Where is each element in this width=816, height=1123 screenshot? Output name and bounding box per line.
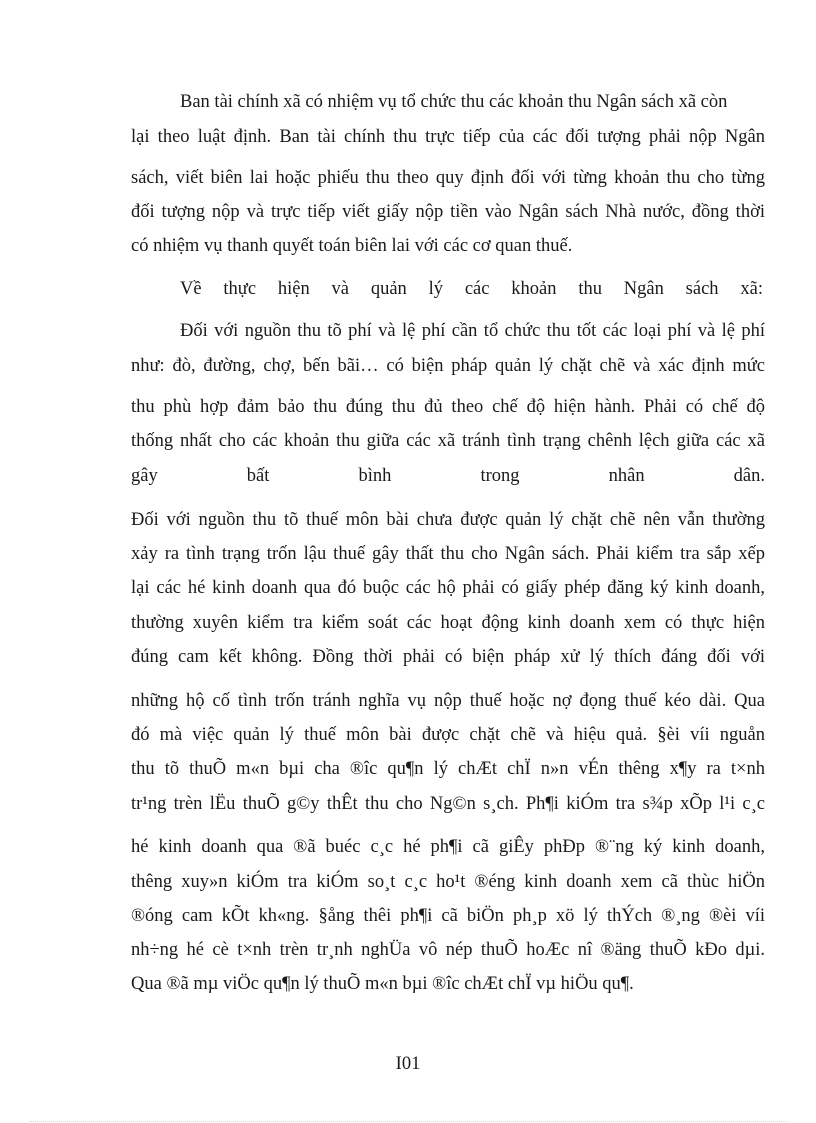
- text-line: những hộ cố tình trốn tránh nghĩa vụ nộp thuế hoặc nợ đọng thuế kéo dài. Qua: [131, 691, 765, 711]
- text-line: có nhiệm vụ thanh quyết toán biên lai với các cơ quan thuế.: [131, 236, 573, 256]
- text-line: đó mà việc quản lý thuế môn bài được chặt chẽ và hiệu quả. §èi víi nguån: [131, 725, 765, 745]
- text-line: thường xuyên kiểm tra kiểm soát các hoạt động kinh doanh xem có thực hiện: [131, 613, 765, 633]
- text-line: Qua ®ã mµ viÖc qu¶n lý thuÕ m«n bµi ®îc chÆt chÏ vµ hiÖu qu¶.: [131, 974, 634, 994]
- text-line: sách, viết biên lai hoặc phiếu thu theo quy định đối với từng khoản thu cho từng: [131, 168, 765, 188]
- text-line: lại theo luật định. Ban tài chính thu trực tiếp của các đối tượng phải nộp Ngân: [131, 127, 765, 147]
- text-line: hé kinh doanh qua ®ã buéc c¸c hé ph¶i cã giÊy phÐp ®¨ng ký kinh doanh,: [131, 837, 765, 857]
- text-line: đối tượng nộp và trực tiếp viết giấy nộp tiền vào Ngân sách Nhà nước, đồng thời: [131, 202, 765, 222]
- text-line: thu phù hợp đảm bảo thu đúng thu đủ theo chế độ hiện hành. Phải có chế độ: [131, 397, 765, 417]
- text-line: Đối với nguồn thu tõ phí và lệ phí cần tổ chức thu tốt các loại phí và lệ phí: [180, 321, 765, 341]
- text-line: xảy ra tình trạng trốn lậu thuế gây thất thu cho Ngân sách. Phải kiểm tra sắp xếp: [131, 544, 765, 564]
- text-line: đúng cam kết không. Đồng thời phải có biện pháp xử lý thích đáng đối với: [131, 647, 765, 667]
- page-bottom-divider: [30, 1121, 786, 1122]
- text-line: ®óng cam kÕt kh«ng. §ång thêi ph¶i cã biÖn ph¸p xö lý thÝch ®¸ng ®èi víi: [131, 906, 765, 926]
- text-line: thêng xuy»n kiÓm tra kiÓm so¸t c¸c ho¹t ®éng kinh doanh xem cã thùc hiÖn: [131, 872, 765, 892]
- text-line: nh÷ng hé cè t×nh trèn tr¸nh nghÜa vô nép thuÕ hoÆc nî ®äng thuÕ kÐo dµi.: [131, 940, 765, 960]
- text-line: thống nhất cho các khoản thu giữa các xã tránh tình trạng chênh lệch giữa các xã: [131, 431, 765, 451]
- text-line: lại các hé kinh doanh qua đó buộc các hộ phải có giấy phép đăng ký kinh doanh,: [131, 578, 765, 598]
- text-line: như: đò, đường, chợ, bến bãi… có biện pháp quản lý chặt chẽ và xác định mức: [131, 356, 765, 376]
- text-line: tr¹ng trèn lËu thuÕ g©y thÊt thu cho Ng©n s¸ch. Ph¶i kiÓm tra s¾p xÕp l¹i c¸c: [131, 794, 765, 814]
- text-line: Ban tài chính xã có nhiệm vụ tổ chức thu các khoản thu Ngân sách xã còn: [180, 92, 728, 112]
- text-line: gây bất bình trong nhân dân.: [131, 466, 765, 486]
- text-line: Đối với nguồn thu tõ thuế môn bài chưa được quản lý chặt chẽ nên vẫn thường: [131, 510, 765, 530]
- text-line: thu tõ thuÕ m«n bµi cha ®îc qu¶n lý chÆt chÏ n»n vÉn thêng x¶y ra t×nh: [131, 759, 765, 779]
- page-number: I01: [395, 1054, 421, 1074]
- section-heading: Về thực hiện và quản lý các khoản thu Ngân sách xã:: [180, 279, 763, 299]
